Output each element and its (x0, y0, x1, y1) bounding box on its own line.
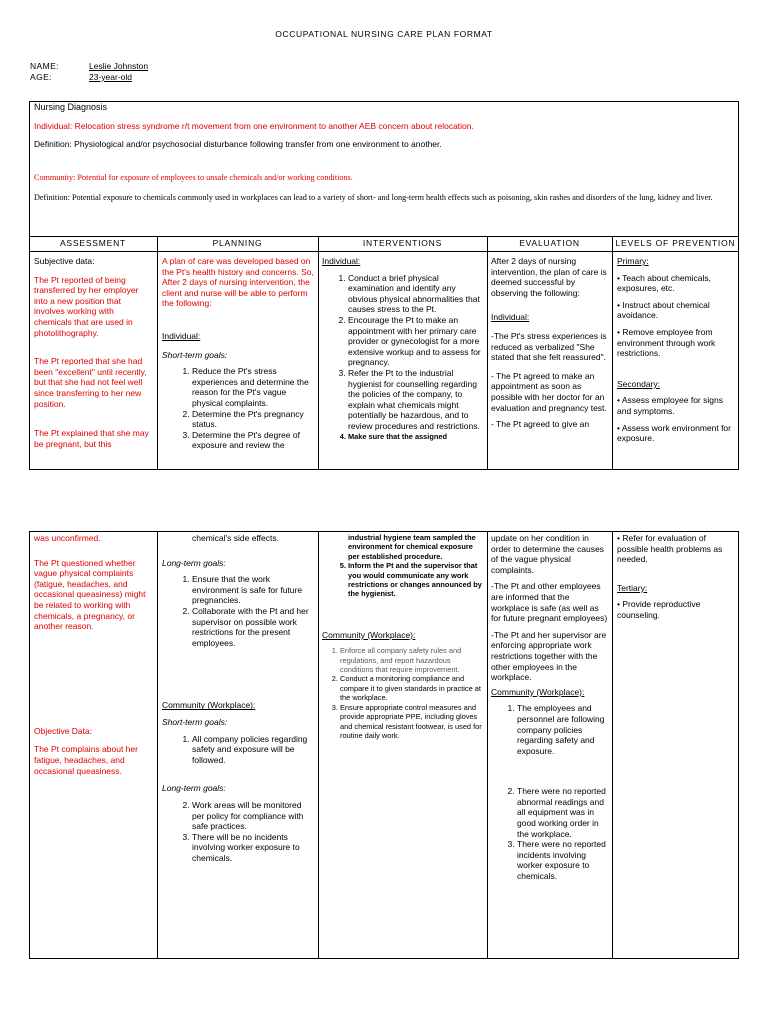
secondary-label: Secondary: (617, 378, 660, 389)
col-levels-of-prevention: LEVELS OF PREVENTION (615, 238, 736, 248)
evaluation-community-2: 2. There were no reported abnormal readings and all equipment was in good working order in the workplace. (517, 786, 609, 839)
evaluation-p3: - The Pt agreed to give an (491, 419, 590, 430)
planning-individual-label: Individual: (162, 330, 201, 341)
assessment-p3: The Pt explained that she may be pregnant, but this (34, 428, 149, 449)
diagnosis-community: Community: Potential for exposure of employees to unsafe chemicals and/or working conditions. (34, 173, 353, 182)
planning-short-label-2: Short-term goals: (162, 716, 228, 727)
prevention-refer: • Refer for evaluation of possible health problems as needed. (617, 533, 723, 565)
planning-long-label: Long-term goals: (162, 557, 226, 568)
col-planning: PLANNING (212, 238, 263, 248)
p1-interventions-cell (322, 256, 483, 469)
age-label: AGE: (30, 72, 52, 82)
diagnosis-definition-2: Definition: Potential exposure to chemicals commonly used in workplaces can lead to a variety of short- and long-term health effects such as poisoning, skin rashes and disorders of the lung, kidney and liver. (34, 193, 713, 202)
planning-long-label-2: Long-term goals: (162, 783, 226, 794)
planning-goal-1: 1. Reduce the Pt's stress experiences and determine the reason for the Pt's vague physical complaints. (192, 366, 314, 408)
planning-community-long-goal-3: 3. There will be no incidents involving worker exposure to chemicals. (192, 832, 314, 864)
col-assessment: ASSESSMENT (59, 238, 127, 248)
p1-evaluation-cell (491, 256, 609, 469)
col-evaluation: EVALUATION (519, 238, 580, 248)
evaluation-p5: -The Pt and her supervisor are enforcing appropriate work restrictions together with the other employees in the workplace. (491, 629, 607, 683)
planning-goal-3: 3. Determine the Pt's degree of exposure and review the (192, 430, 314, 451)
evaluation-community-1: 1. The employees and personnel are following company policies regarding safety and exposure. (517, 703, 609, 756)
assessment-p2: The Pt reported that she had been "excellent" until recently, but that she had not feel well since transferring to her new position. (34, 356, 147, 409)
evaluation-p4: -The Pt and other employees are informed that the workplace is safe (as well as for future pregnant employees) (491, 581, 608, 624)
community-intervention-3: 3. Ensure appropriate control measures and provide appropriate PPE, including gloves and chemical resistant footwear, is used for routine daily work. (340, 703, 483, 741)
evaluation-p2: - The Pt agreed to make an appointment as soon as possible with her doctor for an evaluation and pregnancy test. (491, 370, 607, 413)
evaluation-individual-label: Individual: (491, 312, 530, 323)
secondary-item-1: • Assess employee for signs and symptoms. (617, 395, 723, 416)
intervention-2: 2. Encourage the Pt to make an appointment with her primary care provider or gynecologist for a more extensive workup and to assess for pregnancy. (348, 315, 483, 368)
name-label: NAME: (30, 61, 59, 71)
p1-planning-cell (162, 256, 314, 469)
community-intervention-1: 1. Enforce all company safety rules and regulations, and report hazardous conditions that require improvement. (340, 646, 483, 674)
assessment-p1: The Pt reported of being transferred by her employer into a new position that involves working with chemicals that are used in photolithography. (34, 274, 139, 338)
assessment-p4: The Pt questioned whether vague physical complaints (fatigue, headaches, and occasional queasiness) might be related to working with chemicals, a pregnancy, or another reason. (34, 557, 146, 632)
evaluation-intro: After 2 days of nursing intervention, the plan of care is deemed successful by observing the following: (491, 256, 607, 298)
primary-label: Primary: (617, 256, 649, 266)
evaluation-community-label: Community (Workplace): (491, 686, 585, 697)
subjective-label: Subjective data: (34, 256, 95, 266)
evaluation-p1: -The Pt's stress experiences is reduced as verbalized "She stated that she felt reassured". (491, 330, 607, 363)
planning-short-label: Short-term goals: (162, 349, 228, 360)
intervention-4: 4. Make sure that the assigned (348, 432, 483, 441)
name-value: Leslie Johnston (89, 61, 149, 71)
planning-intro: A plan of care was developed based on the Pt's health history and concerns. So, After 2 days of nursing intervention, the client and nurse will be able to perform the following: (162, 256, 314, 309)
secondary-item-2: • Assess work environment for exposure. (617, 422, 731, 444)
evaluation-community-3: 3. There were no reported incidents involving worker exposure to chemicals. (517, 839, 609, 881)
intervention-5: 5. Inform the Pt and the supervisor that you would communicate any work restrictions or changes announced by the hygienist. (348, 561, 483, 599)
interventions-individual-label: Individual: (322, 256, 361, 266)
planning-community-long-goal-2: 2. Work areas will be monitored per policy for compliance with safe practices. (192, 800, 314, 832)
primary-item-3: • Remove employee from environment through work restrictions. (617, 326, 716, 359)
p2-interventions-cell (322, 533, 483, 740)
planning-long-goal-1: 1. Ensure that the work environment is safe for future pregnancies. (192, 574, 314, 606)
primary-item-2: • Instruct about chemical avoidance. (617, 299, 710, 321)
objective-label: Objective Data: (34, 725, 93, 736)
col-interventions: INTERVENTIONS (362, 238, 443, 248)
p2-evaluation-cell (491, 533, 609, 882)
planning-cont: chemical's side effects. (192, 533, 279, 543)
tertiary-item: • Provide reproductive counseling. (617, 599, 701, 620)
primary-item-1: • Teach about chemicals, exposures, etc. (617, 272, 712, 294)
tertiary-label: Tertiary: (617, 582, 648, 593)
age-value: 23-year-old (89, 72, 132, 82)
planning-goal-2: 2. Determine the Pt's pregnancy status. (192, 409, 314, 430)
intervention-3: 3. Refer the Pt to the industrial hygienist for counselling regarding the policies of the company, to explain what chemicals might potentially be hazardous, and to review procedures and restrictions. (348, 368, 483, 432)
p2-assessment-cell (34, 533, 152, 782)
planning-long-goal-2: 2. Collaborate with the Pt and her supervisor on possible work restrictions for the present employees. (192, 606, 314, 648)
planning-community-short-goal-1: 1. All company policies regarding safety and exposure will be followed. (192, 734, 314, 766)
p2-planning-cell (162, 533, 314, 863)
diagnosis-heading: Nursing Diagnosis (34, 102, 108, 112)
interventions-community-label: Community (Workplace): (322, 629, 416, 640)
evaluation-cont: update on her condition in order to determine the causes of the vague physical complaints. (491, 533, 604, 575)
p2-prevention-cell (617, 533, 735, 627)
intervention-1: 1. Conduct a brief physical examination and identify any obvious physical abnormalities that causes stress to the Pt. (348, 273, 483, 315)
p1-prevention-cell (617, 256, 735, 469)
intervention-4-cont: industrial hygiene team sampled the environment for chemical exposure per established procedure. (348, 533, 476, 561)
diagnosis-individual: Individual: Relocation stress syndrome r/t movement from one environment to another AEB concern about relocation. (34, 121, 474, 131)
assessment-p5: The Pt complains about her fatigue, headaches, and occasional queasiness. (34, 744, 138, 776)
p1-assessment-cell (34, 256, 152, 469)
assessment-p0: was unconfirmed. (34, 533, 101, 543)
diagnosis-definition-1: Definition: Physiological and/or psychosocial disturbance following transfer from one environment to another. (34, 139, 442, 149)
community-intervention-2: 2. Conduct a monitoring compliance and compare it to given standards in practice at the workplace. (340, 674, 483, 702)
document-title: OCCUPATIONAL NURSING CARE PLAN FORMAT (275, 29, 493, 39)
planning-community-label: Community (Workplace): (162, 700, 256, 711)
